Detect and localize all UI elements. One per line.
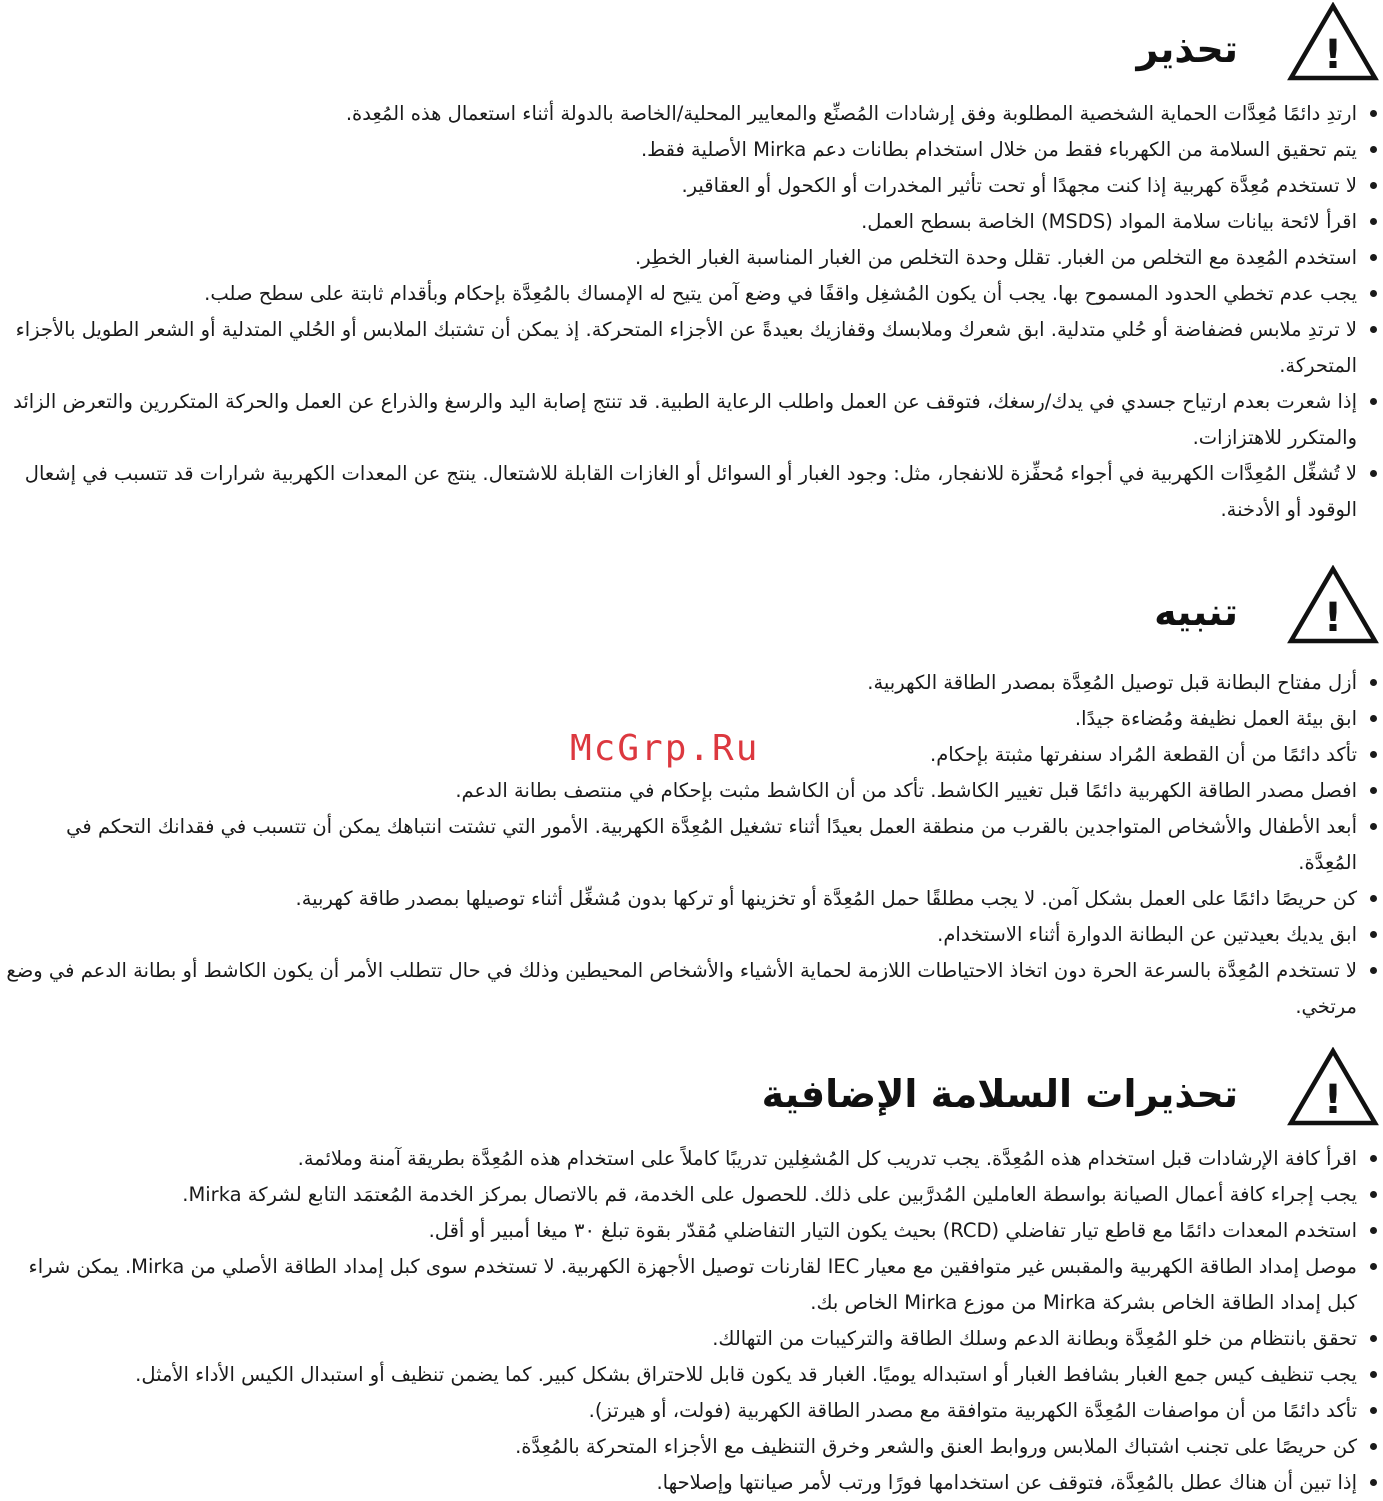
list-item: اقرأ كافة الإرشادات قبل استخدام هذه المُعِدَّة. يجب تدريب كل المُشغِلين تدريبًا كاملاً على استخدام هذه المُعِدَّة بطريقة آمنة وملائمة. (0, 1141, 1383, 1177)
list-item: كن حريصًا دائمًا على العمل بشكل آمن. لا يجب مطلقًا حمل المُعِدَّة أو تخزينها أو تركها بدون مُشغِّل أثناء توصيلها بمصدر طاقة كهربية. (0, 881, 1383, 917)
additional-safety-header (0, 1047, 1383, 1133)
list-item: يتم تحقيق السلامة من الكهرباء فقط من خلال استخدام بطانات دعم Mirka الأصلية فقط. (0, 132, 1383, 168)
list-item: كن حريصًا على تجنب اشتباك الملابس وروابط العنق والشعر وخرق التنظيف مع الأجزاء المتحركة بالمُعِدَّة. (0, 1429, 1383, 1465)
list-item: إذا شعرت بعدم ارتياح جسدي في يدك/رسغك، فتوقف عن العمل واطلب الرعاية الطبية. قد تنتج إصابة اليد والرسغ والذراع عن العمل والحركة المتكررين والتعرض الزائد والمتكرر للاهتزازات. (0, 384, 1383, 456)
caution-section (0, 565, 1383, 1025)
list-item: تأكد دائمًا من أن القطعة المُراد سنفرتها مثبتة بإحكام. (0, 737, 1383, 773)
watermark: McGrp.Ru (570, 728, 760, 769)
caution-list (0, 665, 1383, 1025)
list-item: افصل مصدر الطاقة الكهربية دائمًا قبل تغيير الكاشط. تأكد من أن الكاشط مثبت بإحكام في منتصف بطانة الدعم. (0, 773, 1383, 809)
svg-text:!: ! (1323, 32, 1343, 78)
section-title: تنبيه (1154, 590, 1238, 634)
list-item: لا تُشغِّل المُعِدَّات الكهربية في أجواء مُحفِّزة للانفجار، مثل: وجود الغبار أو السوائل أو الغازات القابلة للاشتعال. ينتج عن المعدات الكهربية شرارات قد تتسبب في إشعال الوقود أو الأدخنة. (0, 456, 1383, 528)
list-item: ابق بيئة العمل نظيفة ومُضاءة جيدًا. (0, 701, 1383, 737)
list-item: يجب إجراء كافة أعمال الصيانة بواسطة العاملين المُدرَّبين على ذلك. للحصول على الخدمة، قم بالاتصال بمركز الخدمة المُعتمَد التابع لشركة Mirka. (0, 1177, 1383, 1213)
additional-safety-section (0, 1047, 1383, 1501)
list-item: تحقق بانتظام من خلو المُعِدَّة وبطانة الدعم وسلك الطاقة والتركيبات من التهالك. (0, 1321, 1383, 1357)
section-title: تحذيرات السلامة الإضافية (761, 1072, 1238, 1116)
section-title: تحذير (1136, 27, 1238, 71)
list-item: إذا تبين أن هناك عطل بالمُعِدَّة، فتوقف عن استخدامها فورًا ورتب لأمر صيانتها وإصلاحها. (0, 1465, 1383, 1501)
list-item: لا ترتدِ ملابس فضفاضة أو حُلي متدلية. ابق شعرك وملابسك وقفازيك بعيدةً عن الأجزاء المتحركة. إذ يمكن أن تشتبك الملابس أو الحُلي المتدلية أو الشعر الطويل بالأجزاء المتحركة. (0, 312, 1383, 384)
warning-triangle-icon (1287, 1047, 1379, 1127)
caution-header (0, 565, 1383, 651)
list-item: يجب عدم تخطي الحدود المسموح بها. يجب أن يكون المُشغِل واقفًا في وضع آمن يتيح له الإمساك بالمُعِدَّة بإحكام وبأقدام ثابتة على سطح صلب. (0, 276, 1383, 312)
list-item: اقرأ لائحة بيانات سلامة المواد (MSDS) الخاصة بسطح العمل. (0, 204, 1383, 240)
warning-list (0, 96, 1383, 528)
warning-section (0, 2, 1383, 528)
warning-triangle-icon (1287, 565, 1379, 645)
list-item: لا تستخدم مُعِدَّة كهربية إذا كنت مجهدًا أو تحت تأثير المخدرات أو الكحول أو العقاقير. (0, 168, 1383, 204)
svg-text:!: ! (1323, 1077, 1343, 1123)
list-item: أزل مفتاح البطانة قبل توصيل المُعِدَّة بمصدر الطاقة الكهربية. (0, 665, 1383, 701)
list-item: تأكد دائمًا من أن مواصفات المُعِدَّة الكهربية متوافقة مع مصدر الطاقة الكهربية (فولت، أو هيرتز). (0, 1393, 1383, 1429)
svg-text:!: ! (1323, 595, 1343, 641)
list-item: ارتدِ دائمًا مُعِدَّات الحماية الشخصية المطلوبة وفق إرشادات المُصنِّع والمعايير المحلية/الخاصة بالدولة أثناء استعمال هذه المُعِدة. (0, 96, 1383, 132)
list-item: لا تستخدم المُعِدَّة بالسرعة الحرة دون اتخاذ الاحتياطات اللازمة لحماية الأشياء والأشخاص المحيطين وذلك في حال تتطلب الأمر أن يكون الكاشط أو بطانة الدعم في وضع مرتخي. (0, 953, 1383, 1025)
list-item: أبعد الأطفال والأشخاص المتواجدين بالقرب من منطقة العمل بعيدًا أثناء تشغيل المُعِدَّة الكهربية. الأمور التي تشتت انتباهك يمكن أن تتسبب في فقدانك التحكم في المُعِدَّة. (0, 809, 1383, 881)
warning-header (0, 2, 1383, 88)
list-item: يجب تنظيف كيس جمع الغبار بشافط الغبار أو استبداله يوميًا. الغبار قد يكون قابل للاحتراق بشكل كبير. كما يضمن تنظيف أو استبدال الكيس الأداء الأمثل. (0, 1357, 1383, 1393)
additional-safety-list (0, 1141, 1383, 1501)
list-item: ابق يديك بعيدتين عن البطانة الدوارة أثناء الاستخدام. (0, 917, 1383, 953)
list-item: موصل إمداد الطاقة الكهربية والمقبس غير متوافقين مع معيار IEC لقارنات توصيل الأجهزة الكهربية. لا تستخدم سوى كبل إمداد الطاقة الأصلي من Mirka. يمكن شراء كبل إمداد الطاقة الخاص بشركة Mirka من موزع Mirka الخاص بك. (0, 1249, 1383, 1321)
warning-triangle-icon (1287, 2, 1379, 82)
list-item: استخدم المعدات دائمًا مع قاطع تيار تفاضلي (RCD) بحيث يكون التيار التفاضلي مُقدّر بقوة تبلغ ٣٠ ميغا أمبير أو أقل. (0, 1213, 1383, 1249)
list-item: استخدم المُعِدة مع التخلص من الغبار. تقلل وحدة التخلص من الغبار المناسبة الغبار الخطِر. (0, 240, 1383, 276)
